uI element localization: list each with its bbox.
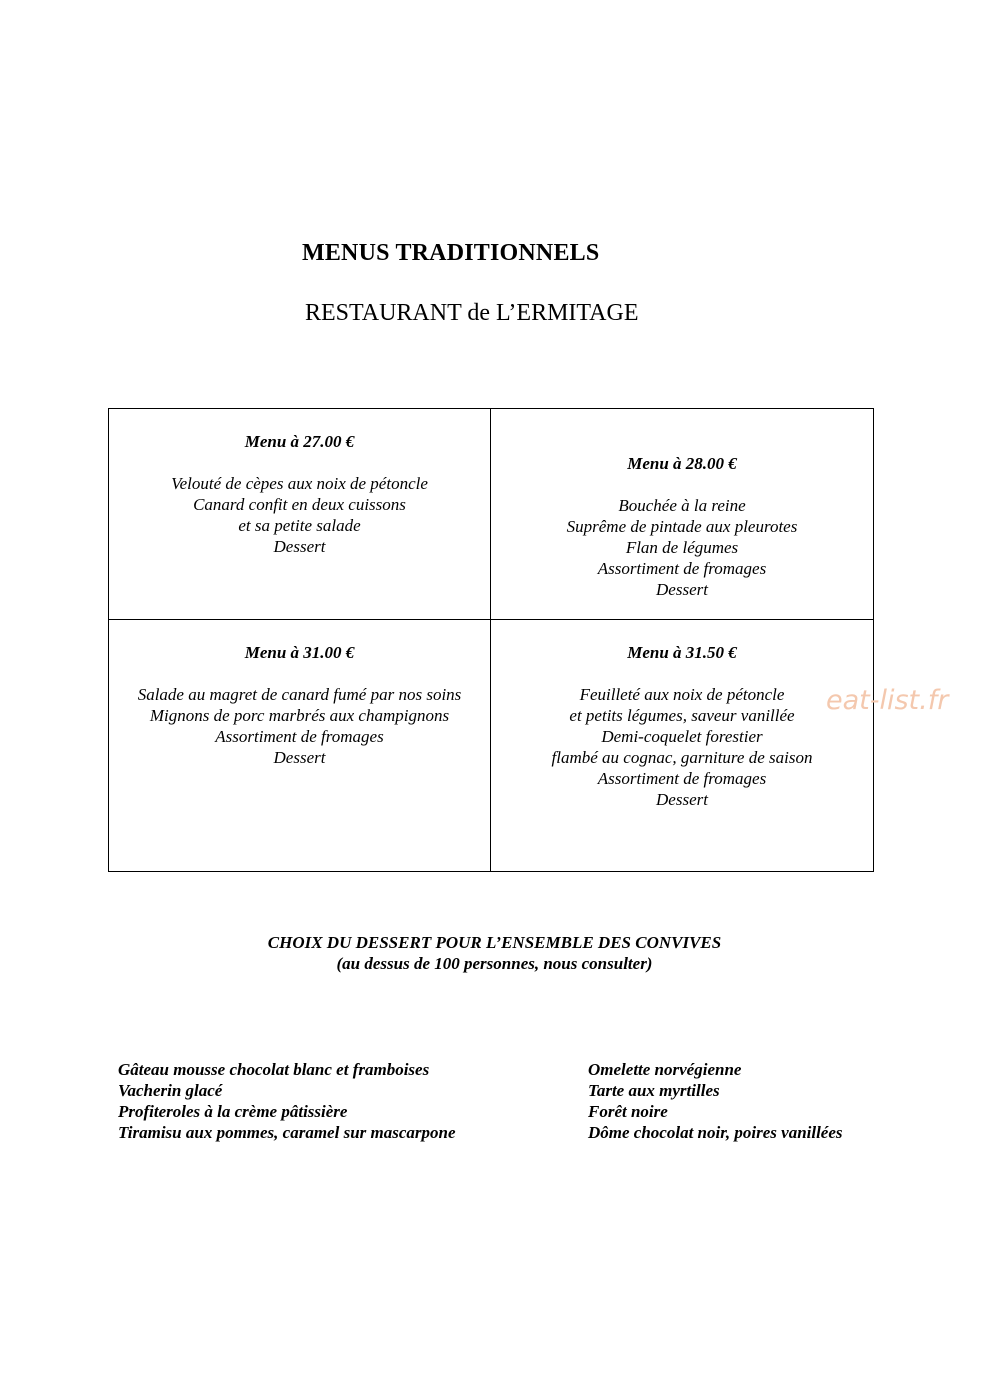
menu-course: Dessert — [656, 790, 708, 809]
menu-cell-31-50 — [491, 642, 873, 810]
menu-course: Demi-coquelet forestier — [601, 727, 763, 746]
menu-table — [108, 408, 874, 872]
restaurant-name: RESTAURANT de L’ERMITAGE — [305, 300, 639, 326]
menu-course: Feuilleté aux noix de pétoncle — [579, 685, 785, 704]
menu-course: Bouchée à la reine — [618, 496, 746, 515]
menu-title: Menu à 31.00 € — [244, 643, 355, 662]
menu-course: Suprême de pintade aux pleurotes — [566, 517, 798, 536]
dessert-item: Tiramisu aux pommes, caramel sur mascarpone — [118, 1123, 456, 1142]
menu-title: Menu à 28.00 € — [627, 454, 737, 473]
menu-course: Salade au magret de canard fumé par nos soins — [137, 685, 462, 704]
menu-course: et petits légumes, saveur vanillée — [569, 706, 795, 725]
dessert-item: Profiteroles à la crème pâtissière — [118, 1102, 348, 1121]
menu-course: Assortiment de fromages — [597, 559, 767, 578]
menu-course: Dessert — [273, 537, 326, 556]
dessert-item: Forêt noire — [588, 1102, 668, 1121]
menu-course: Velouté de cèpes aux noix de pétoncle — [171, 474, 428, 493]
menu-cell-31 — [109, 642, 490, 768]
menu-course: Flan de légumes — [625, 538, 739, 557]
menu-course: et sa petite salade — [238, 516, 361, 535]
watermark-text: eat-list.fr — [826, 685, 949, 716]
menu-course: Assortiment de fromages — [597, 769, 767, 788]
table-horizontal-divider — [109, 619, 873, 620]
dessert-heading-note: (au dessus de 100 personnes, nous consulter) — [336, 954, 653, 973]
page-title: MENUS TRADITIONNELS — [302, 240, 600, 266]
dessert-heading — [0, 932, 989, 974]
dessert-item: Gâteau mousse chocolat blanc et framboises — [118, 1060, 430, 1079]
dessert-item: Omelette norvégienne — [588, 1060, 742, 1079]
menu-course: Assortiment de fromages — [215, 727, 384, 746]
menu-course: Canard confit en deux cuissons — [193, 495, 406, 514]
dessert-list-right — [588, 1059, 843, 1143]
menu-course: Dessert — [656, 580, 708, 599]
dessert-item: Vacherin glacé — [118, 1081, 223, 1100]
dessert-item: Tarte aux myrtilles — [588, 1081, 720, 1100]
menu-course: flambé au cognac, garniture de saison — [551, 748, 813, 767]
menu-cell-28 — [491, 453, 873, 600]
menu-cell-27 — [109, 431, 490, 557]
dessert-list-left — [118, 1059, 456, 1143]
menu-title: Menu à 31.50 € — [627, 643, 737, 662]
menu-title: Menu à 27.00 € — [244, 432, 355, 451]
menu-course: Mignons de porc marbrés aux champignons — [149, 706, 450, 725]
dessert-heading-title: CHOIX DU DESSERT POUR L’ENSEMBLE DES CONVIVES — [267, 933, 722, 952]
menu-course: Dessert — [273, 748, 326, 767]
dessert-item: Dôme chocolat noir, poires vanillées — [588, 1123, 843, 1142]
